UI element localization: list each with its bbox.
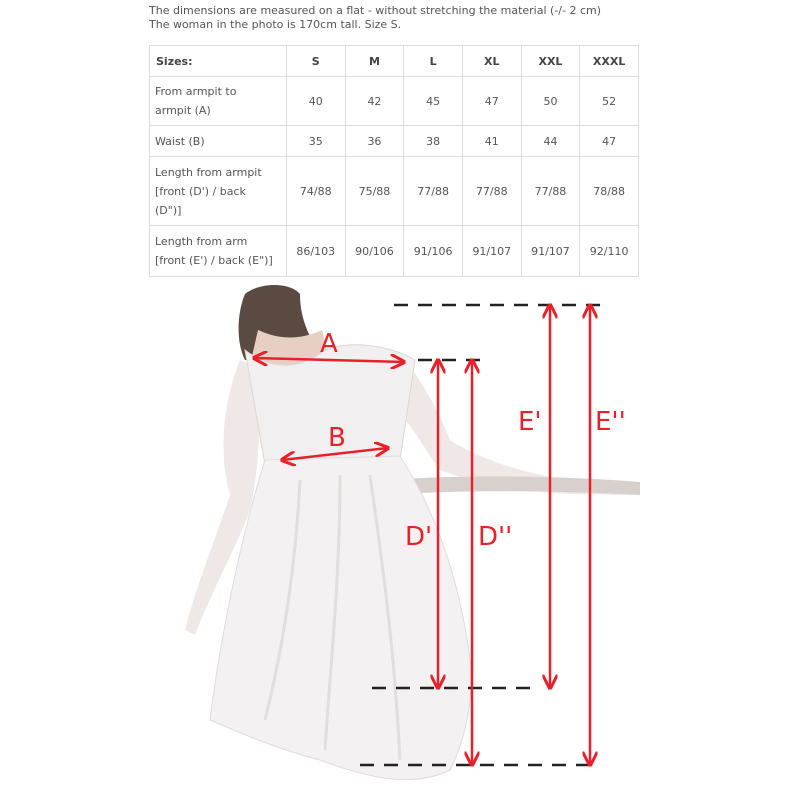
table-cell: 41 (462, 126, 521, 157)
row-label (150, 226, 287, 277)
row-label-line: Waist (B) (155, 134, 205, 148)
note-line-2: The woman in the photo is 170cm tall. Size S. (149, 18, 402, 31)
row-label-line: Length from armpit (155, 165, 262, 179)
table-row (150, 226, 639, 277)
size-header: S (286, 46, 345, 77)
dress-measurement-figure (150, 280, 650, 800)
measurement-note (149, 4, 601, 32)
size-table (149, 45, 639, 277)
table-cell: 44 (521, 126, 580, 157)
table-row (150, 126, 639, 157)
table-cell: 47 (462, 77, 521, 126)
label-e2: E'' (595, 407, 626, 437)
rope-rail (390, 476, 640, 495)
table-cell: 74/88 (286, 157, 345, 226)
label-e1: E' (518, 407, 542, 437)
row-label-line: From armpit to (155, 85, 237, 98)
label-b: B (328, 423, 346, 453)
table-cell: 40 (286, 77, 345, 126)
size-header: XL (462, 46, 521, 77)
row-label-line: [front (D') / back (155, 184, 246, 198)
table-row (150, 157, 639, 226)
row-label-line: [front (E') / back (E")] (155, 254, 273, 267)
table-row (150, 77, 639, 126)
table-cell: 35 (286, 126, 345, 157)
row-label (150, 157, 287, 226)
table-cell: 52 (580, 77, 639, 126)
row-label-line: Length from arm (155, 235, 248, 248)
table-cell: 42 (345, 77, 404, 126)
table-cell: 92/110 (580, 226, 639, 277)
table-cell: 77/88 (404, 157, 463, 226)
table-cell: 36 (345, 126, 404, 157)
table-cell: 91/107 (462, 226, 521, 277)
size-header: M (345, 46, 404, 77)
table-cell: 77/88 (462, 157, 521, 226)
row-label-line: armpit (A) (155, 104, 211, 117)
size-header: L (404, 46, 463, 77)
row-label (150, 126, 287, 157)
table-cell: 47 (580, 126, 639, 157)
size-header: XXL (521, 46, 580, 77)
table-cell: 50 (521, 77, 580, 126)
row-label-line: (D")] (155, 203, 182, 217)
table-cell: 90/106 (345, 226, 404, 277)
table-cell: 45 (404, 77, 463, 126)
table-cell: 77/88 (521, 157, 580, 226)
size-header: XXXL (580, 46, 639, 77)
label-d2: D'' (478, 522, 513, 552)
table-cell: 86/103 (286, 226, 345, 277)
label-a: A (320, 329, 338, 359)
sizes-header: Sizes: (150, 46, 287, 77)
table-cell: 91/106 (404, 226, 463, 277)
table-cell: 38 (404, 126, 463, 157)
table-header-row (150, 46, 639, 77)
label-d1: D' (405, 522, 433, 552)
note-line-1: The dimensions are measured on a flat - without stretching the material (-/- 2 cm) (149, 4, 602, 17)
table-cell: 75/88 (345, 157, 404, 226)
row-label (150, 77, 287, 126)
table-cell: 78/88 (580, 157, 639, 226)
table-cell: 91/107 (521, 226, 580, 277)
